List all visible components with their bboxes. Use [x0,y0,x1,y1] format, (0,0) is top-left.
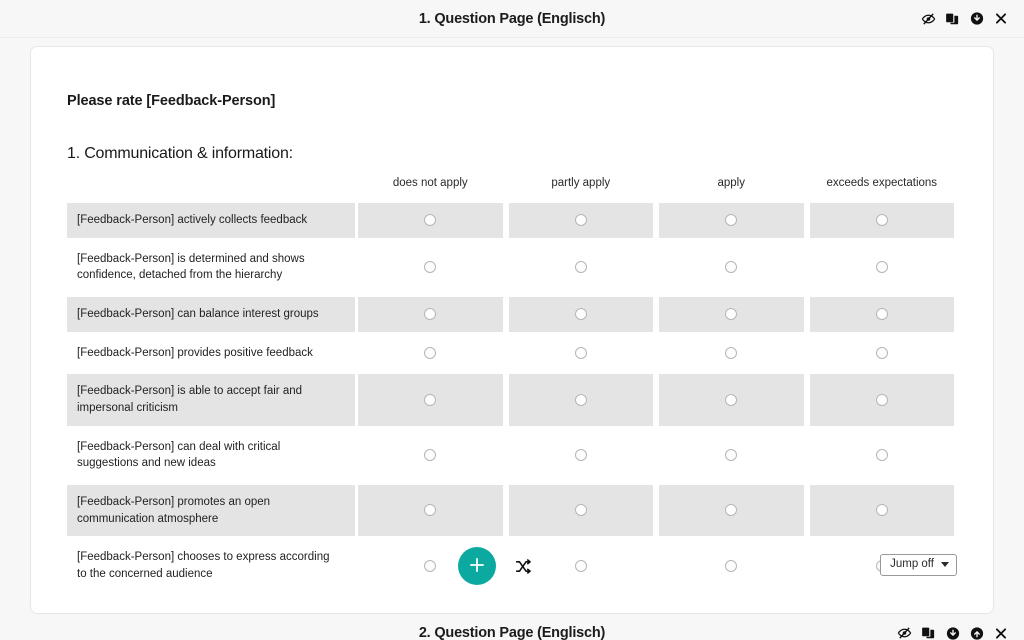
radio-option[interactable] [725,214,737,226]
rating-cell[interactable] [656,295,807,334]
rating-cell[interactable] [807,372,958,427]
jump-off-dropdown[interactable] [880,554,957,576]
page-title: 1. Question Page (Englisch) [418,10,606,27]
move-up-icon[interactable] [969,626,984,640]
rating-cell[interactable] [355,295,506,334]
rating-cell[interactable] [506,201,657,240]
rating-cell[interactable] [807,240,958,295]
rating-cell[interactable] [506,295,657,334]
center-actions [458,547,534,585]
rating-cell[interactable] [656,201,807,240]
rating-cell[interactable] [355,428,506,483]
row-label: [Feedback-Person] can deal with critical suggestions and new ideas [67,428,355,483]
jump-off-label: Jump off [890,558,934,570]
radio-option[interactable] [424,347,436,359]
table-row [67,483,957,538]
radio-option[interactable] [725,449,737,461]
radio-option[interactable] [575,347,587,359]
row-label: [Feedback-Person] promotes an open communication atmosphere [67,483,355,538]
row-label: [Feedback-Person] is able to accept fair and impersonal criticism [67,372,355,427]
table-row [67,334,957,373]
page-header-actions [921,11,1008,26]
row-label: [Feedback-Person] chooses to express according to the concerned audience [67,538,355,593]
rating-cell[interactable] [355,372,506,427]
rating-cell[interactable] [656,240,807,295]
radio-option[interactable] [725,394,737,406]
radio-option[interactable] [424,504,436,516]
radio-option[interactable] [424,214,436,226]
table-row [67,201,957,240]
rating-cell[interactable] [355,201,506,240]
shuffle-icon[interactable] [512,555,534,577]
radio-option[interactable] [575,308,587,320]
radio-option[interactable] [876,347,888,359]
rating-cell[interactable] [355,334,506,373]
rating-cell[interactable] [355,483,506,538]
duplicate-icon[interactable] [921,626,936,640]
rating-matrix [67,177,957,594]
radio-option[interactable] [424,394,436,406]
rating-cell[interactable] [807,428,958,483]
radio-option[interactable] [575,394,587,406]
eye-slash-icon[interactable] [921,11,936,26]
column-header-1: partly apply [551,177,611,189]
section-title: 1. Communication & information: [67,145,293,162]
radio-option[interactable] [575,214,587,226]
radio-option[interactable] [876,394,888,406]
move-down-icon[interactable] [969,11,984,26]
plus-icon [468,556,486,577]
radio-option[interactable] [725,308,737,320]
add-question-button[interactable] [458,547,496,585]
next-page-title: 2. Question Page (Englisch) [418,625,606,640]
column-header-0: does not apply [392,177,468,189]
card-actions [31,547,993,591]
move-down-icon[interactable] [945,626,960,640]
rating-cell[interactable] [656,428,807,483]
column-header-2: apply [717,177,745,189]
rating-cell[interactable] [656,372,807,427]
rating-cell[interactable] [506,372,657,427]
close-icon[interactable] [993,626,1008,640]
radio-option[interactable] [725,347,737,359]
rating-cell[interactable] [656,483,807,538]
column-header-3: exceeds expectations [826,177,938,189]
eye-slash-icon[interactable] [897,626,912,640]
matrix-header-row [67,177,957,201]
table-row [67,240,957,295]
rating-cell[interactable] [506,483,657,538]
rating-cell[interactable] [355,240,506,295]
rating-cell[interactable] [506,240,657,295]
radio-option[interactable] [424,261,436,273]
radio-option[interactable] [575,261,587,273]
rating-cell[interactable] [807,483,958,538]
radio-option[interactable] [876,214,888,226]
radio-option[interactable] [424,308,436,320]
rating-cell[interactable] [807,201,958,240]
matrix-corner-cell [67,177,355,201]
table-row [67,428,957,483]
radio-option[interactable] [575,449,587,461]
page-header-bar [0,0,1024,38]
rating-cell[interactable] [506,428,657,483]
rating-cell[interactable] [807,295,958,334]
page-footer-bar [0,614,1024,640]
rating-cell[interactable] [506,334,657,373]
duplicate-icon[interactable] [945,11,960,26]
matrix-header [67,177,957,201]
radio-option[interactable] [725,504,737,516]
matrix-body [67,201,957,594]
question-prompt: Please rate [Feedback-Person] [67,93,276,109]
rating-cell[interactable] [656,334,807,373]
chevron-down-icon [941,562,949,567]
radio-option[interactable] [424,449,436,461]
close-icon[interactable] [993,11,1008,26]
table-row [67,295,957,334]
radio-option[interactable] [876,261,888,273]
radio-option[interactable] [725,261,737,273]
rating-cell[interactable] [807,334,958,373]
radio-option[interactable] [876,308,888,320]
row-label: [Feedback-Person] actively collects feedback [67,201,355,240]
row-label: [Feedback-Person] is determined and shows confidence, detached from the hierarchy [67,240,355,295]
question-page-card [30,46,994,614]
page-footer-actions [897,626,1008,640]
radio-option[interactable] [575,504,587,516]
row-label: [Feedback-Person] can balance interest groups [67,295,355,334]
radio-option[interactable] [876,449,888,461]
table-row [67,372,957,427]
row-label: [Feedback-Person] provides positive feedback [67,334,355,373]
radio-option[interactable] [876,504,888,516]
